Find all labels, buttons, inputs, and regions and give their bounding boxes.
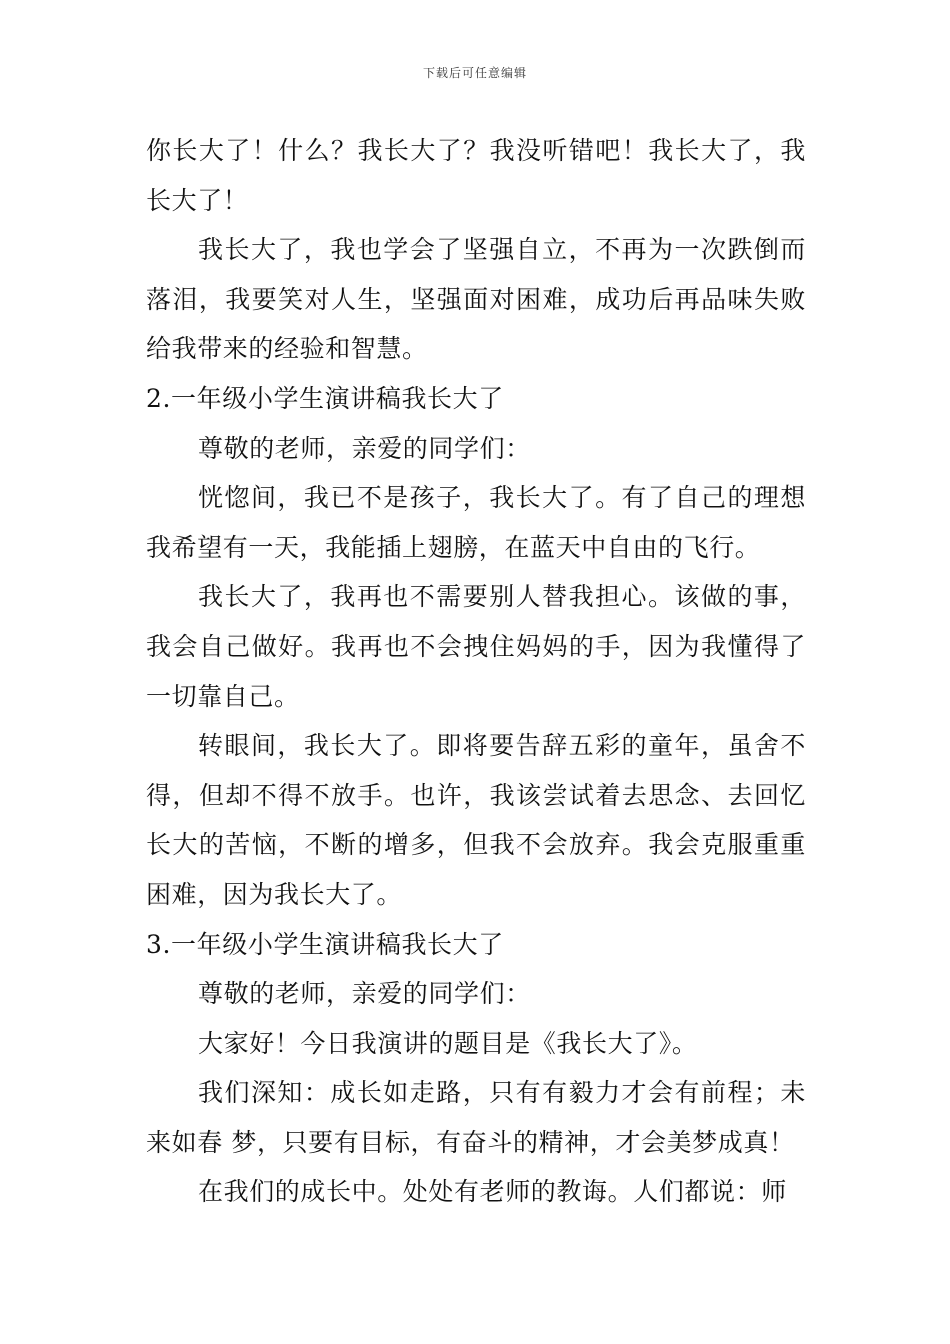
paragraph-2: 我长大了，我也学会了坚强自立，不再为一次跌倒而落泪，我要笑对人生，坚强面对困难，成功后再品味失败给我带来的经验和智慧。 xyxy=(146,235,806,364)
paragraph-7: 转眼间，我长大了。即将要告辞五彩的童年，虽舍不得，但却不得不放手。也许，我该尝试着去思念、去回忆长大的苦恼，不断的增多，但我不会放弃。我会克服重重困难，因为我长大了。 xyxy=(146,731,806,909)
paragraph-10: 大家好！今日我演讲的题目是《我长大了》。 xyxy=(198,1028,698,1058)
document-body xyxy=(146,126,806,1217)
section-heading-3: 3.一年级小学生演讲稿我长大了 xyxy=(146,929,504,959)
paragraph-6: 我长大了，我再也不需要别人替我担心。该做的事，我会自己做好。我再也不会拽住妈妈的手，因为我懂得了一切靠自己。 xyxy=(146,582,806,711)
paragraph-1: 你长大了！什么？我长大了？我没听错吧！我长大了，我长大了！ xyxy=(146,136,806,215)
paragraph-salutation-3: 尊敬的老师，亲爱的同学们： xyxy=(198,979,531,1009)
paragraph-11: 我们深知：成长如走路，只有有毅力才会有前程；未来如春 梦，只要有目标，有奋斗的精神，才会美梦成真！ xyxy=(146,1078,806,1157)
paragraph-5: 恍惚间，我已不是孩子，我长大了。有了自己的理想我希望有一天，我能插上翅膀，在蓝天中自由的飞行。 xyxy=(146,483,806,562)
paragraph-salutation-2: 尊敬的老师，亲爱的同学们： xyxy=(198,433,531,463)
paragraph-12: 在我们的成长中。处处有老师的教诲。人们都说：师 xyxy=(198,1177,787,1207)
section-heading-2: 2.一年级小学生演讲稿我长大了 xyxy=(146,383,504,413)
header-note: 下载后可任意编辑 xyxy=(422,66,527,80)
